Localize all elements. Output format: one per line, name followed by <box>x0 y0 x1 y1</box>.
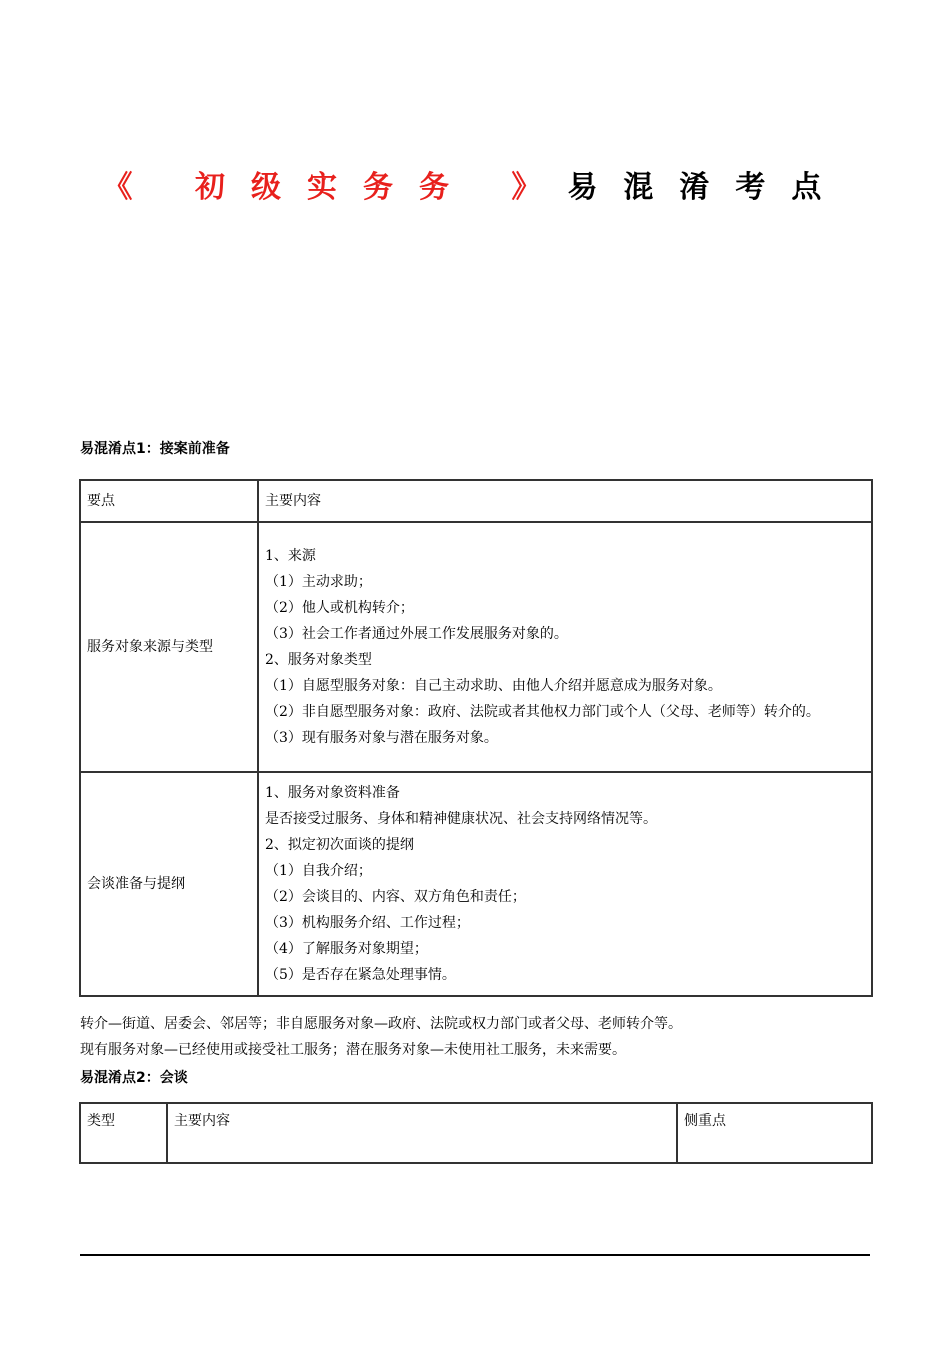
footer-divider <box>80 1254 870 1256</box>
content-line: （4）了解服务对象期望； <box>265 941 428 957</box>
table-row <box>80 772 872 996</box>
title-black-part: 易混淆考点 <box>567 170 848 205</box>
header-cell-key-point: 要点 <box>80 480 258 522</box>
content-line: 1、服务对象资料准备 <box>265 785 400 801</box>
content-line: （5）是否存在紧急处理事情。 <box>265 967 456 983</box>
table-header-row <box>80 1103 872 1163</box>
content-line: （1）自愿型服务对象：自己主动求助、由他人介绍并愿意成为服务对象。 <box>265 678 722 694</box>
content-line: 2、服务对象类型 <box>265 652 372 668</box>
section2-heading: 易混淆点2：会谈 <box>80 1070 188 1086</box>
content-line: （2）会谈目的、内容、双方角色和责任； <box>265 889 526 905</box>
note-client-types: 现有服务对象—已经使用或接受社工服务；潜在服务对象—未使用社工服务，未来需要。 <box>80 1042 626 1058</box>
title-red-part: 《 初级实务务 》 <box>102 170 568 205</box>
content-line: （1）自我介绍； <box>265 863 372 879</box>
table-header-row <box>80 480 872 522</box>
header-cell-type: 类型 <box>80 1103 167 1163</box>
header-cell-main-content: 主要内容 <box>258 480 872 522</box>
content-line: （2）他人或机构转介； <box>265 600 414 616</box>
content-line: （3）社会工作者通过外展工作发展服务对象的。 <box>265 626 568 642</box>
table-row <box>80 522 872 772</box>
content-line: （1）主动求助； <box>265 574 372 590</box>
row-label-client-source: 服务对象来源与类型 <box>80 522 258 772</box>
row-label-interview-prep: 会谈准备与提纲 <box>80 772 258 996</box>
header-cell-focus: 侧重点 <box>677 1103 872 1163</box>
row-content-interview-prep <box>258 772 872 996</box>
content-line: 2、拟定初次面谈的提纲 <box>265 837 414 853</box>
content-line: 是否接受过服务、身体和精神健康状况、社会支持网络情况等。 <box>265 811 657 827</box>
section2-table <box>79 1102 873 1164</box>
note-referral: 转介—街道、居委会、邻居等；非自愿服务对象—政府、法院或权力部门或者父母、老师转介等。 <box>80 1016 682 1032</box>
content-line: （3）现有服务对象与潜在服务对象。 <box>265 730 498 746</box>
section1-table <box>79 479 873 997</box>
content-line: （2）非自愿型服务对象：政府、法院或者其他权力部门或个人（父母、老师等）转介的。 <box>265 704 820 720</box>
row-content-client-source <box>258 522 872 772</box>
document-title <box>0 162 950 206</box>
header-cell-main-content: 主要内容 <box>167 1103 677 1163</box>
section1-heading: 易混淆点1：接案前准备 <box>80 441 230 457</box>
content-line: 1、来源 <box>265 548 316 564</box>
content-line: （3）机构服务介绍、工作过程； <box>265 915 470 931</box>
